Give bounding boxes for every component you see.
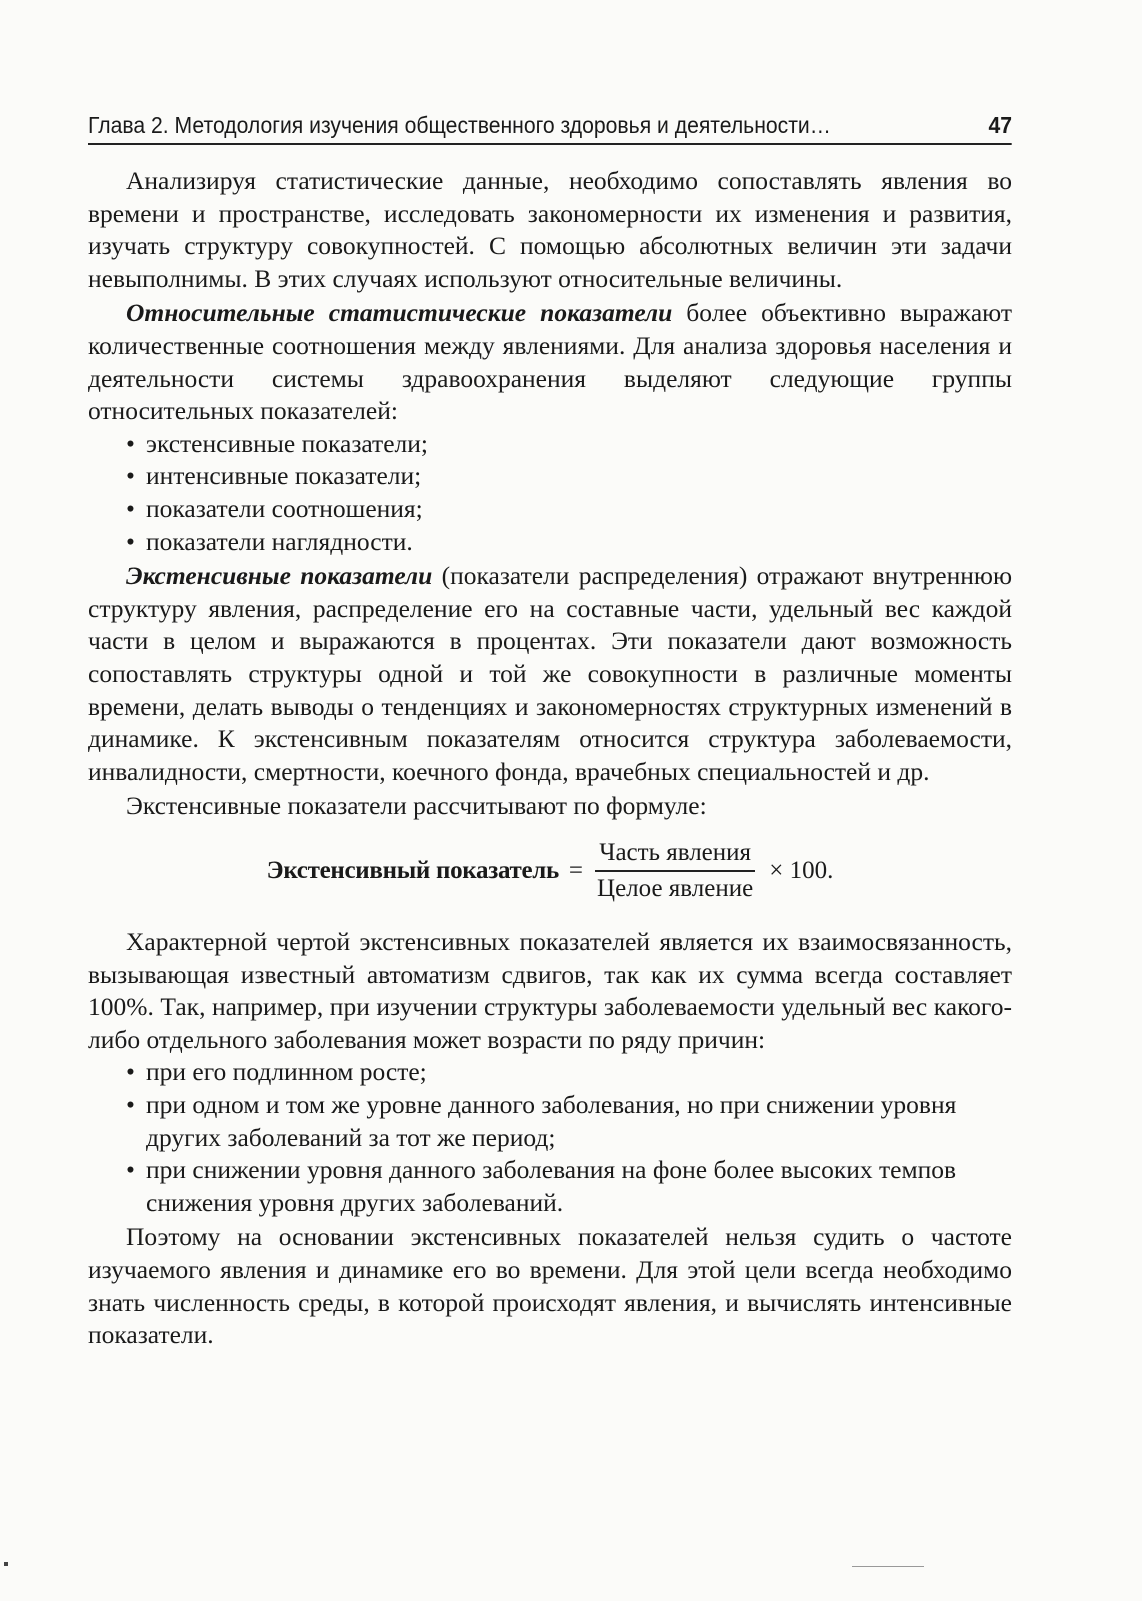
chapter-title: Глава 2. Методология изучения общественного здоровья и деятельности… xyxy=(88,112,831,138)
book-page xyxy=(88,112,1012,1352)
formula-lhs: Экстенсивный показатель xyxy=(266,857,559,885)
list-item: • интенсивные показатели; xyxy=(126,460,1012,493)
formula-numerator: Часть явления xyxy=(595,837,755,873)
formula-fraction xyxy=(593,837,757,906)
list-item: • при снижении уровня данного заболевания на фоне более высоких темпов снижения уровня других заболеваний. xyxy=(126,1154,1012,1219)
reasons-list xyxy=(88,1056,1012,1219)
paragraph-formula-intro: Экстенсивные показатели рассчитывают по формуле: xyxy=(126,791,707,821)
paragraph-conclusion: Поэтому на основании экстенсивных показателей нельзя судить о частоте изучаемого явления и динамике его во времени. Для этой цели всегда необходимо знать численность среды, в которой происходят явления, и вычислять интенсивные показатели. xyxy=(88,1222,1012,1350)
page-number: 47 xyxy=(988,112,1013,138)
indicator-groups-list xyxy=(88,428,1012,558)
body-text xyxy=(88,165,1012,1352)
list-item: • показатели наглядности. xyxy=(126,526,1012,559)
list-item: • при его подлинном росте; xyxy=(126,1056,1012,1089)
paragraph-relative-indicators-text: более объективно выражают количественные соотношения между явлениями. Для анализа здоровья населения и деятельности системы здравоохранения выделяют следующие группы относительных показателей: xyxy=(88,298,1012,426)
list-item: • экстенсивные показатели; xyxy=(126,428,1012,461)
paragraph-extensive-indicators xyxy=(88,560,1012,788)
paragraph-interrelation: Характерной чертой экстенсивных показателей является их взаимосвязанность, вызывающая известный автоматизм сдвигов, так как их сумма всегда составляет 100%. Так, например, при изучении структуры заболеваемости удельный вес какого-либо отдельного заболевания может возрасти по ряду причин: xyxy=(88,927,1012,1054)
running-header xyxy=(88,112,1012,145)
formula-multiplier: × 100. xyxy=(769,857,834,885)
extensive-indicator-formula xyxy=(88,837,1012,906)
term-relative-indicators: Относительные статистические показатели xyxy=(126,298,673,328)
formula-denominator: Целое явление xyxy=(597,875,754,903)
scan-mark xyxy=(4,1562,8,1566)
list-item: • показатели соотношения; xyxy=(126,493,1012,526)
paragraph-extensive-indicators-text: (показатели распределения) отражают внутреннюю структуру явления, распределение его на составные части, удельный вес каждой части в целом и выражаются в процентах. Эти показатели дают возможность сопоставлять структуры одной и той же совокупности в различные моменты времени, делать выводы о тенденциях и закономерностях структурных изменений в динамике. К экстенсивным показателям относится структура заболеваемости, инвалидности, смертности, коечного фонда, врачебных специальностей и др. xyxy=(88,561,1012,786)
formula-equals: = xyxy=(568,857,584,885)
footer-rule xyxy=(852,1566,924,1567)
list-item: • при одном и том же уровне данного заболевания, но при снижении уровня других заболеваний за тот же период; xyxy=(126,1089,1012,1154)
paragraph-relative-indicators xyxy=(88,297,1012,427)
term-extensive-indicators: Экстенсивные показатели xyxy=(126,561,433,591)
paragraph-intro: Анализируя статистические данные, необходимо сопоставлять явления во времени и пространстве, исследовать закономерности их изменения и развития, изучать структуру совокупностей. С помощью абсолютных величин эти задачи невыполнимы. В этих случаях используют относительные величины. xyxy=(88,166,1012,293)
